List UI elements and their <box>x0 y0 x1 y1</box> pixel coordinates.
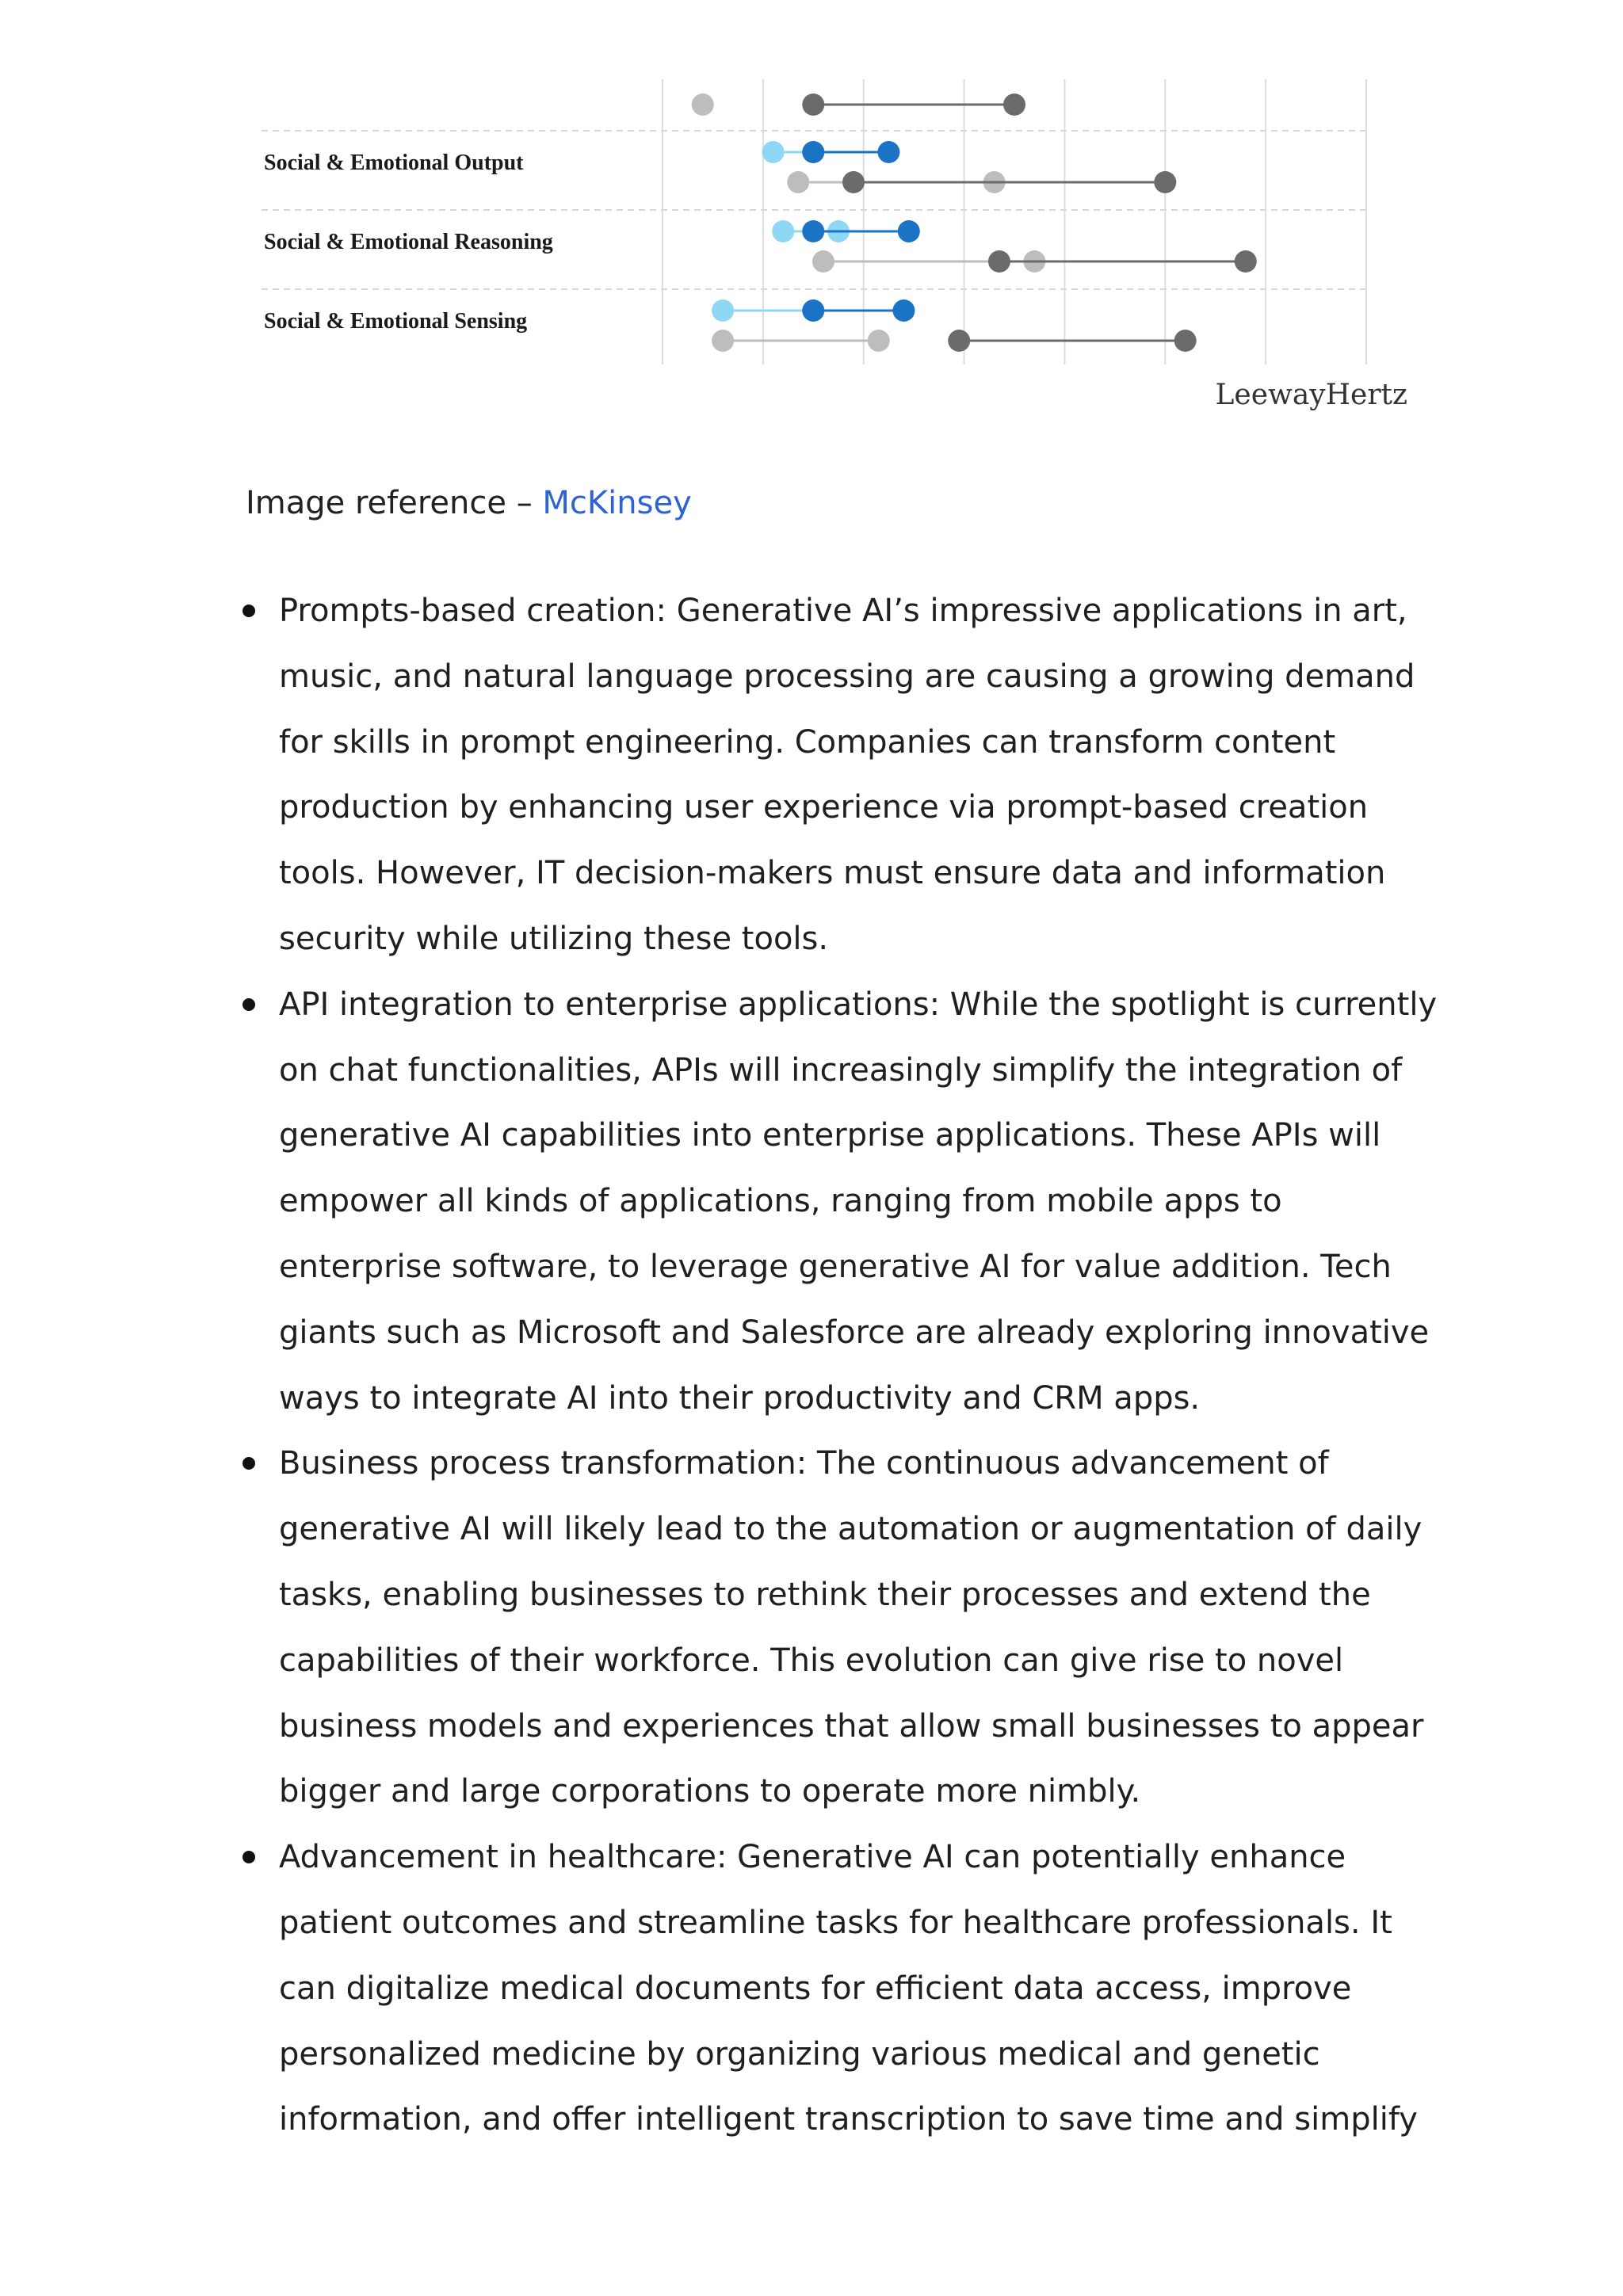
data-point <box>772 220 794 242</box>
bullet-item-api <box>238 972 1442 1432</box>
data-point <box>1003 93 1025 116</box>
row-label: Social & Emotional Output <box>264 151 524 175</box>
data-point <box>948 330 970 352</box>
bullet-item-business <box>238 1431 1442 1825</box>
data-point <box>802 93 824 116</box>
data-point <box>802 220 824 242</box>
data-point <box>988 250 1010 273</box>
brand-watermark: LeewayHertz <box>1215 379 1407 411</box>
bullet-text: Business process transformation: The continuous advancement of generative AI will likely lead to the automation or augmentation of daily tasks, enabling businesses to rethink their processes and extend the capabilities of their workforce. This evolution can give rise to novel business models and experiences that allow small businesses to appear bigger and large corporations to operate more nimbly. <box>279 1445 1424 1810</box>
data-point <box>868 330 890 352</box>
data-point <box>1235 250 1257 273</box>
bullet-dot-icon <box>242 605 255 617</box>
data-point <box>898 220 920 242</box>
data-point <box>812 250 834 273</box>
data-point <box>692 93 714 116</box>
data-point <box>712 330 734 352</box>
bullet-text: Prompts-based creation: Generative AI’s impressive applications in art, music, and natural language processing are causing a growing demand for skills in prompt engineering. Companies can transform content production by enhancing user experience via prompt-based creation tools. However, IT decision-makers must ensure data and information security while utilizing these tools. <box>279 593 1415 957</box>
bullet-dot-icon <box>242 998 255 1011</box>
data-point <box>877 141 899 163</box>
bullet-item-prompts <box>238 578 1442 972</box>
data-point <box>762 141 785 163</box>
row-label: Social & Emotional Reasoning <box>264 230 553 254</box>
row-label: Social & Emotional Sensing <box>264 309 528 334</box>
image-reference-prefix: Image reference – <box>246 485 543 521</box>
bullet-item-healthcare <box>238 1825 1442 2153</box>
data-point <box>712 299 734 322</box>
bullet-dot-icon <box>242 1851 255 1863</box>
bullet-text: Advancement in healthcare: Generative AI can potentially enhance patient outcomes and streamline tasks for healthcare professionals. It can digitalize medical documents for efficient data access, improve personalized medicine by organizing various medical and genetic information, and offer intelligent transcription to save time and simplify <box>279 1839 1418 2138</box>
data-point <box>892 299 915 322</box>
data-point <box>802 299 824 322</box>
dumbbell-chart <box>238 79 1426 436</box>
bullet-list <box>238 578 1442 2153</box>
data-point <box>842 171 865 193</box>
data-point <box>787 171 809 193</box>
mckinsey-link[interactable]: McKinsey <box>542 485 692 521</box>
data-point <box>1174 330 1197 352</box>
bullet-text: API integration to enterprise applications: While the spotlight is currently on chat functionalities, APIs will increasingly simplify the integration of generative AI capabilities into enterprise applications. These APIs will empower all kinds of applications, ranging from mobile apps to enterprise software, to leverage generative AI for value addition. Tech giants such as Microsoft and Salesforce are already exploring innovative ways to integrate AI into their productivity and CRM apps. <box>279 986 1438 1417</box>
data-point <box>1154 171 1176 193</box>
bullet-dot-icon <box>242 1457 255 1470</box>
image-reference <box>246 485 692 521</box>
data-point <box>802 141 824 163</box>
